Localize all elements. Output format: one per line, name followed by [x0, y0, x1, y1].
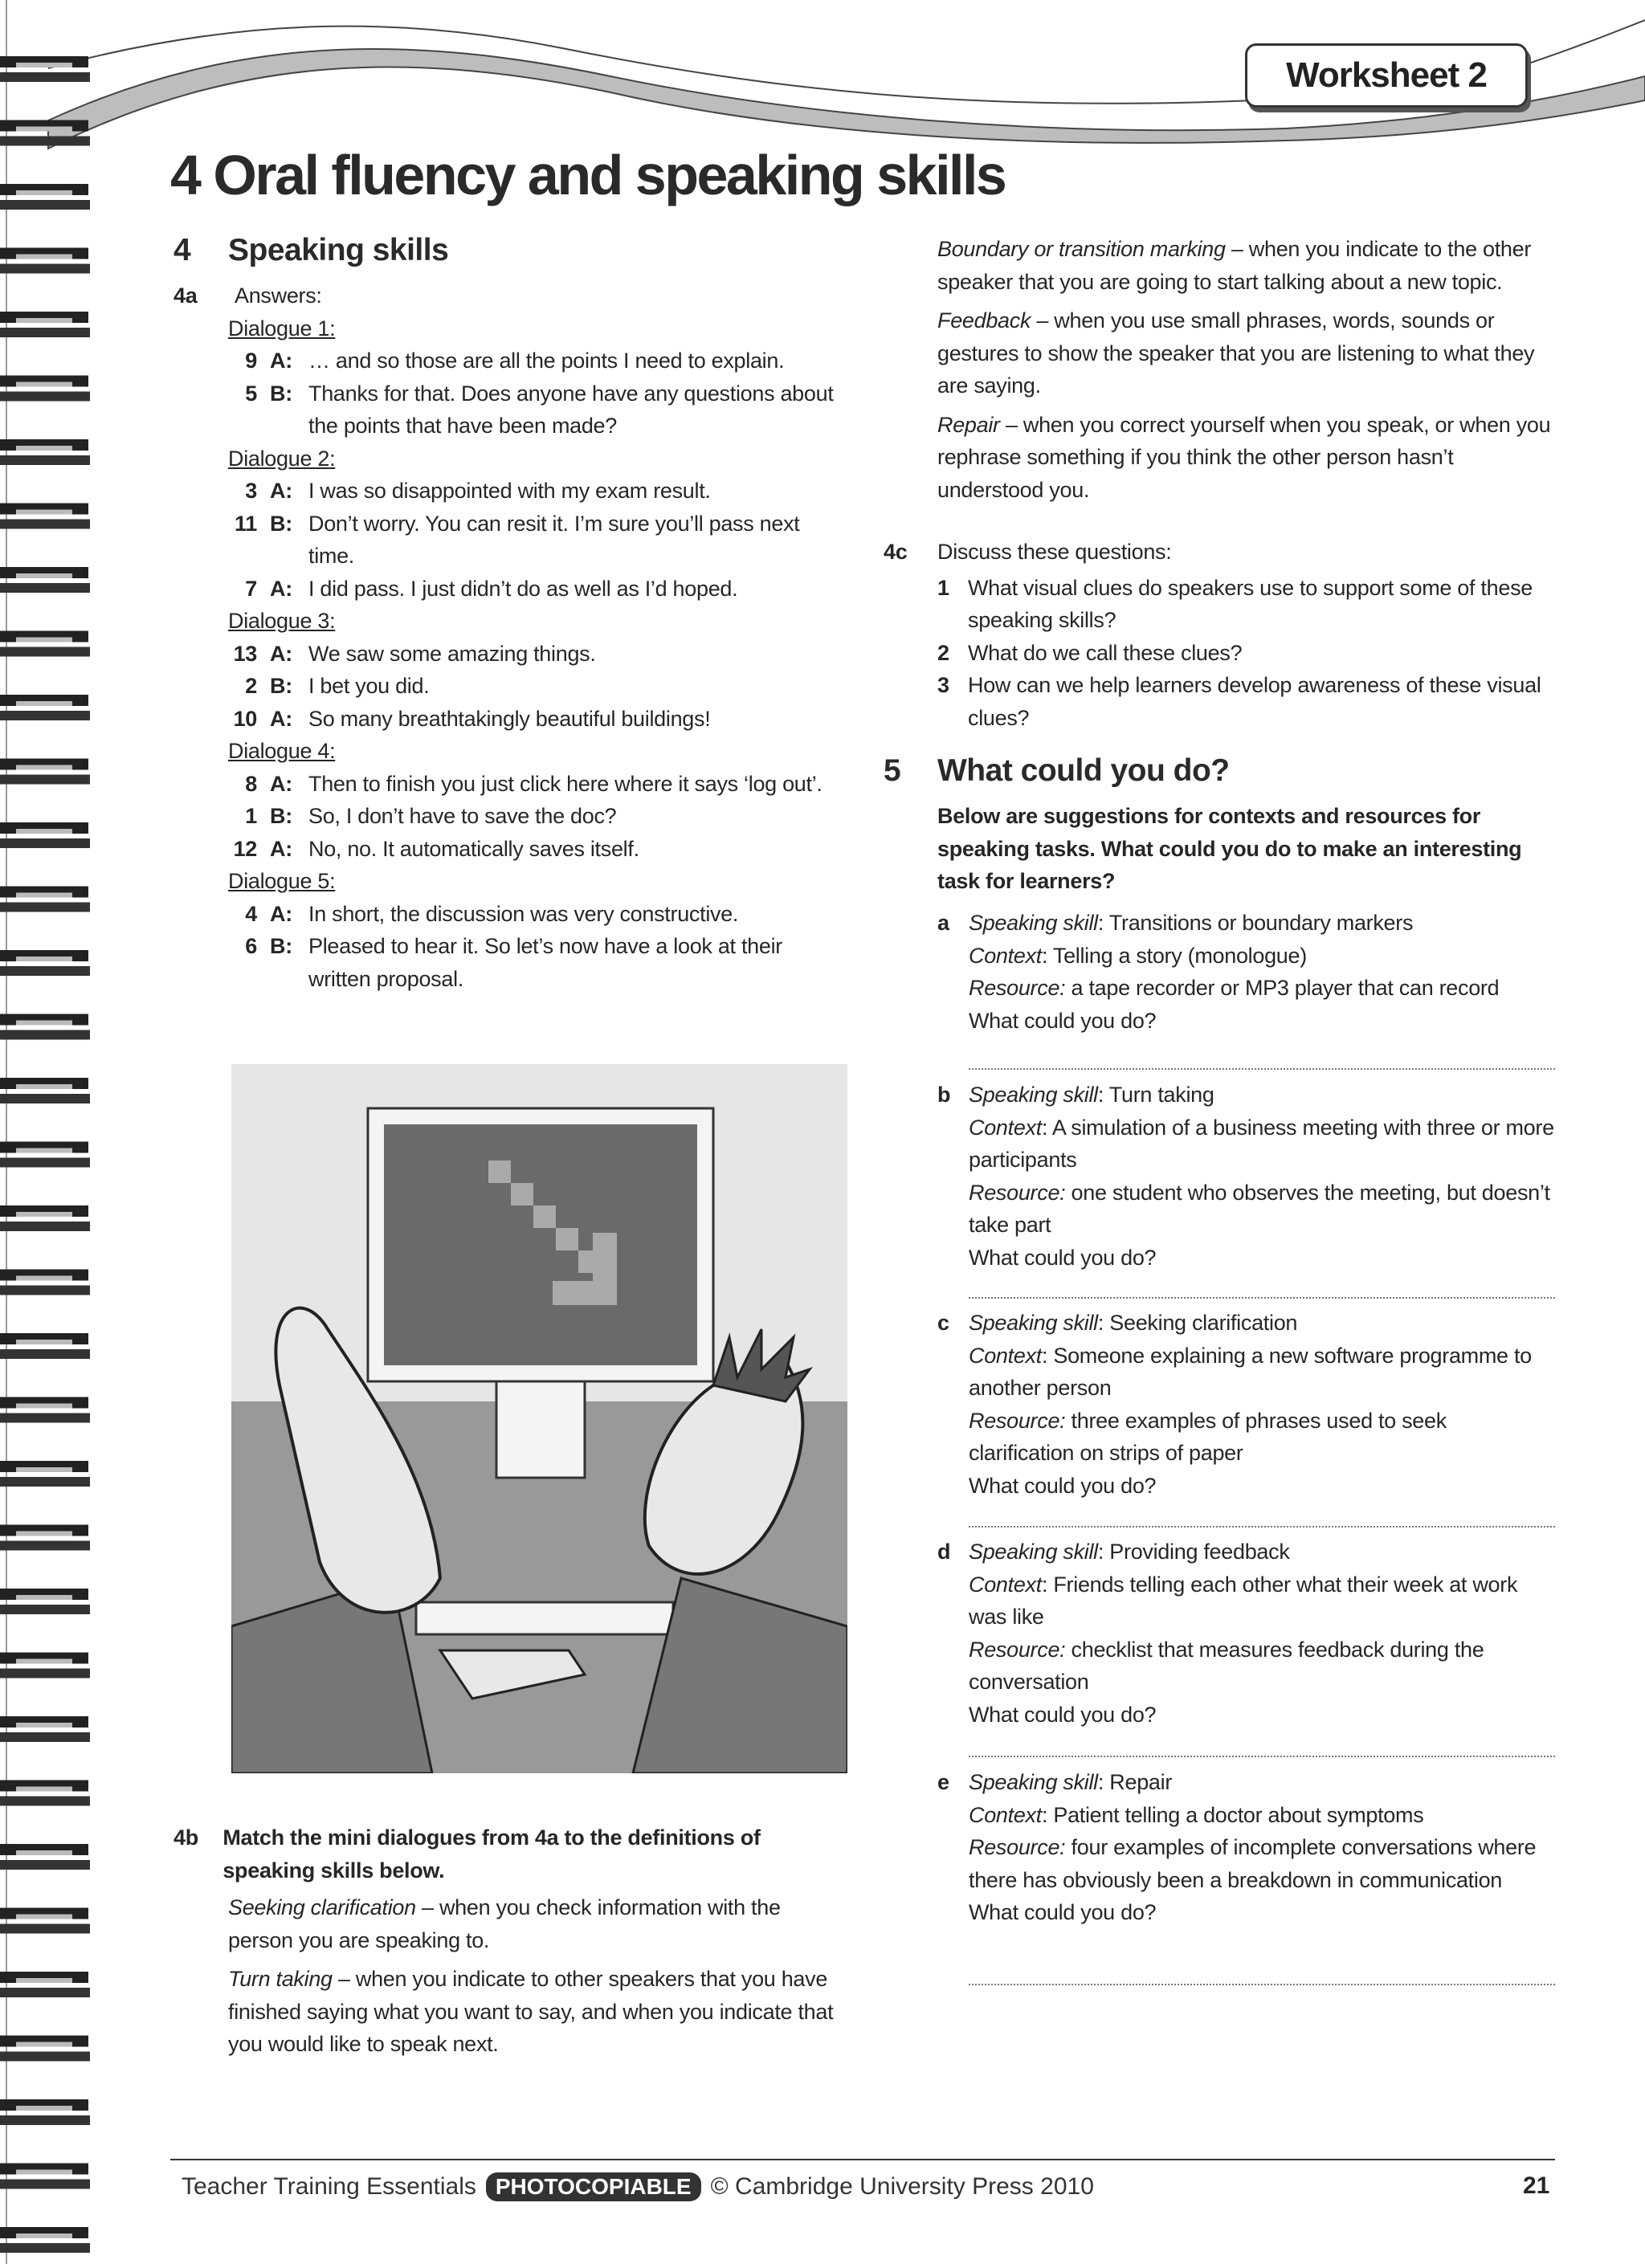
exercise-number: 4b [173, 1825, 198, 1850]
resource-label: Resource: [969, 1180, 1066, 1205]
line-text: Thanks for that. Does anyone have any questions about the points that have been made? [308, 381, 834, 438]
line-order-number: 6 [245, 934, 257, 958]
line-order-number: 11 [235, 511, 257, 536]
page-number: 21 [1523, 2172, 1550, 2199]
task-prompt: What could you do? [969, 1900, 1157, 1924]
line-text: In short, the discussion was very constructive. [308, 901, 739, 926]
definition-text: – when you indicate to the other speaker that you are going to start talking about a new topic. [937, 237, 1532, 294]
speaker: B: [270, 511, 292, 536]
skill-value: : Turn taking [1097, 1083, 1214, 1107]
skill-value: : Seeking clarification [1097, 1311, 1298, 1335]
task-letter: c [937, 1311, 949, 1335]
dialogue-line [228, 508, 840, 573]
illustration-two-people-computer [231, 1064, 847, 1773]
spiral-binding [0, 0, 96, 2264]
line-text: We saw some amazing things. [308, 641, 596, 666]
dialogue-line [228, 800, 840, 833]
section-intro: Below are suggestions for contexts and resources for speaking tasks. What could you do to make an interesting task for learners? [937, 804, 1522, 893]
skill-value: : Providing feedback [1097, 1540, 1290, 1564]
answer-line[interactable] [969, 1526, 1555, 1528]
skill-label: Speaking skill [969, 1770, 1098, 1794]
dialogue-line [228, 377, 840, 443]
dialogue-list [228, 312, 840, 996]
task-context [969, 1112, 1556, 1177]
exercise-4c [884, 536, 1560, 734]
task-letter: b [937, 1083, 951, 1107]
section-title: Speaking skills [228, 233, 449, 267]
definition-text: – when you correct yourself when you speak, or when you rephrase something if you think the other person hasn’t understood you. [937, 412, 1551, 502]
section-number: 5 [884, 753, 901, 788]
line-order-number: 5 [245, 381, 257, 406]
context-label: Context [969, 1572, 1042, 1597]
dialogue-line [228, 703, 840, 736]
skill-value: : Transitions or boundary markers [1097, 911, 1414, 935]
question-text: What do we call these clues? [968, 640, 1243, 665]
section-5 [884, 753, 1560, 898]
task-a [937, 907, 1556, 1037]
spiral-rings [0, 0, 96, 2264]
definition [937, 233, 1560, 298]
skill-label: Speaking skill [969, 1311, 1098, 1335]
task-letter: e [937, 1770, 949, 1794]
context-label: Context [969, 943, 1042, 968]
definition-text: – when you indicate to other speakers that you have finished saying what you want to say, and when you indicate that you would like to speak next. [228, 1967, 834, 2056]
task-b [937, 1079, 1556, 1274]
task-skill [969, 1766, 1556, 1799]
exercise-4a [173, 279, 840, 995]
answer-line[interactable] [969, 1068, 1555, 1070]
line-order-number: 10 [233, 706, 257, 731]
task-resource [969, 1831, 1556, 1896]
line-text: So many breathtakingly beautiful buildings! [308, 706, 711, 731]
dialogue-line [228, 638, 840, 671]
resource-value: a tape recorder or MP3 player that can record [1065, 976, 1500, 1000]
skill-label: Speaking skill [969, 911, 1098, 935]
skill-value: : Repair [1097, 1770, 1173, 1794]
speaker: A: [270, 836, 292, 861]
task-context [969, 1799, 1556, 1832]
section-number: 4 [173, 233, 191, 267]
definition-term: Seeking clarification [228, 1895, 416, 1919]
resource-label: Resource: [969, 1637, 1066, 1662]
line-text: I did pass. I just didn’t do as well as I’d hoped. [308, 576, 738, 601]
definition-term: Boundary or transition marking [937, 237, 1226, 261]
line-order-number: 12 [233, 836, 257, 861]
dialogue-title: Dialogue 4: [228, 739, 336, 763]
answer-line[interactable] [969, 1756, 1555, 1757]
exercise-label: Discuss these questions: [937, 540, 1172, 564]
speaker: A: [270, 576, 292, 601]
context-value: : Patient telling a doctor about symptoms [1041, 1802, 1424, 1827]
speaker: A: [270, 771, 292, 796]
dialogue-line [228, 833, 840, 866]
line-text: Don’t worry. You can resit it. I’m sure you’ll pass next time. [308, 511, 800, 568]
line-order-number: 9 [245, 349, 257, 373]
worksheet-tab: Worksheet 2 [1245, 43, 1528, 108]
exercise-label: Answers: [235, 284, 322, 308]
question-text: How can we help learners develop awareness of these visual clues? [968, 673, 1541, 730]
definition [937, 304, 1560, 402]
context-value: : A simulation of a business meeting with three or more participants [969, 1115, 1554, 1172]
line-order-number: 8 [245, 771, 257, 796]
context-value: : Friends telling each other what their week at work was like [969, 1572, 1518, 1629]
page-title: 4 Oral fluency and speaking skills [170, 144, 1006, 206]
line-order-number: 4 [245, 901, 257, 926]
definition [228, 1963, 840, 2061]
speaker: A: [270, 706, 292, 731]
task-prompt: What could you do? [969, 1008, 1157, 1033]
exercise-number: 4c [884, 540, 908, 564]
question-text: What visual clues do speakers use to support some of these speaking skills? [968, 575, 1533, 632]
speaker: B: [270, 934, 292, 958]
definition-text: – when you use small phrases, words, sounds or gestures to show the speaker that you are listening to what they are saying. [937, 308, 1535, 398]
task-letter: d [937, 1540, 951, 1564]
question [937, 572, 1560, 637]
book-title: Teacher Training Essentials [182, 2173, 476, 2200]
resource-value: three examples of phrases used to seek clarification on strips of paper [969, 1408, 1447, 1465]
definition [937, 409, 1560, 507]
section-4 [173, 233, 840, 995]
copyright: © Cambridge University Press 2010 [710, 2173, 1094, 2200]
speaker: A: [270, 479, 292, 503]
task-skill [969, 1536, 1556, 1568]
task-d [937, 1536, 1556, 1731]
definitions-right [937, 233, 1560, 512]
dialogue-line [228, 670, 840, 703]
line-order-number: 3 [245, 479, 257, 503]
task-context [969, 1340, 1556, 1405]
dialogue-title: Dialogue 5: [228, 869, 336, 893]
resource-value: one student who observes the meeting, but doesn’t take part [969, 1180, 1550, 1237]
line-order-number: 7 [245, 576, 257, 601]
exercise-number: 4a [173, 284, 198, 308]
question-list [937, 572, 1560, 735]
dialogue-title: Dialogue 3: [228, 609, 336, 633]
task-prompt: What could you do? [969, 1702, 1157, 1727]
line-text: So, I don’t have to save the doc? [308, 804, 617, 828]
question-number: 3 [937, 673, 949, 697]
answer-line[interactable] [969, 1984, 1555, 1985]
section-4-heading [173, 233, 840, 268]
speaker: B: [270, 381, 292, 406]
question-number: 2 [937, 640, 949, 665]
answer-line[interactable] [969, 1297, 1555, 1299]
definition [228, 1891, 840, 1956]
dialogue-line [228, 930, 840, 995]
context-value: : Telling a story (monologue) [1041, 943, 1307, 968]
task-skill [969, 1079, 1556, 1112]
speaker: B: [270, 674, 292, 698]
line-order-number: 2 [245, 674, 257, 698]
question [937, 669, 1560, 734]
speaker: A: [270, 901, 292, 926]
task-context [969, 940, 1499, 973]
context-label: Context [969, 1343, 1042, 1368]
photocopiable-badge: PHOTOCOPIABLE [486, 2172, 701, 2201]
task-letter: a [937, 911, 949, 935]
dialogue-title: Dialogue 2: [228, 446, 336, 471]
speaker: A: [270, 349, 292, 373]
line-order-number: 13 [233, 641, 257, 666]
line-text: Then to finish you just click here where it says ‘log out’. [308, 771, 822, 796]
skill-label: Speaking skill [969, 1083, 1098, 1107]
task-resource [969, 1177, 1556, 1242]
task-prompt: What could you do? [969, 1473, 1157, 1498]
line-order-number: 1 [245, 804, 257, 828]
resource-label: Resource: [969, 976, 1066, 1000]
task-resource [969, 972, 1499, 1005]
task-resource [969, 1634, 1556, 1699]
exercise-4b [173, 1821, 840, 2067]
task-prompt: What could you do? [969, 1245, 1157, 1270]
resource-value: four examples of incomplete conversations where there has obviously been a breakdown in communication [969, 1835, 1537, 1892]
task-context [969, 1568, 1556, 1634]
definition-text: – when you check information with the person you are speaking to. [228, 1895, 781, 1952]
definition-term: Feedback [937, 308, 1031, 332]
dialogue-line [228, 768, 840, 801]
question-number: 1 [937, 575, 949, 600]
dialogue-line [228, 573, 840, 606]
line-text: Pleased to hear it. So let’s now have a look at their written proposal. [308, 934, 782, 991]
definition-term: Turn taking [228, 1967, 333, 1991]
exercise-instruction: Match the mini dialogues from 4a to the definitions of speaking skills below. [222, 1825, 761, 1883]
resource-label: Resource: [969, 1408, 1066, 1433]
definition-term: Repair [937, 412, 1000, 437]
dialogue-title: Dialogue 1: [228, 316, 336, 341]
resource-value: checklist that measures feedback during the conversation [969, 1637, 1484, 1694]
dialogue-line [228, 345, 840, 377]
line-text: No, no. It automatically saves itself. [308, 836, 639, 861]
speaker: B: [270, 804, 292, 828]
context-value: : Someone explaining a new software programme to another person [969, 1343, 1532, 1400]
footer [182, 2172, 1094, 2201]
task-skill [969, 1307, 1556, 1340]
context-label: Context [969, 1115, 1042, 1140]
speaker: A: [270, 641, 292, 666]
line-text: I bet you did. [308, 674, 430, 698]
task-e [937, 1766, 1556, 1929]
task-c [937, 1307, 1556, 1502]
section-title: What could you do? [937, 753, 1230, 788]
footer-divider [170, 2159, 1555, 2160]
task-resource [969, 1405, 1556, 1470]
definitions-left [228, 1891, 840, 2061]
dialogue-line [228, 475, 840, 508]
line-text: … and so those are all the points I need to explain. [308, 349, 785, 373]
context-label: Context [969, 1802, 1042, 1827]
task-skill [969, 907, 1499, 940]
question [937, 637, 1560, 670]
resource-label: Resource: [969, 1835, 1066, 1859]
skill-label: Speaking skill [969, 1540, 1098, 1564]
dialogue-line [228, 898, 840, 931]
line-text: I was so disappointed with my exam result. [308, 479, 711, 503]
